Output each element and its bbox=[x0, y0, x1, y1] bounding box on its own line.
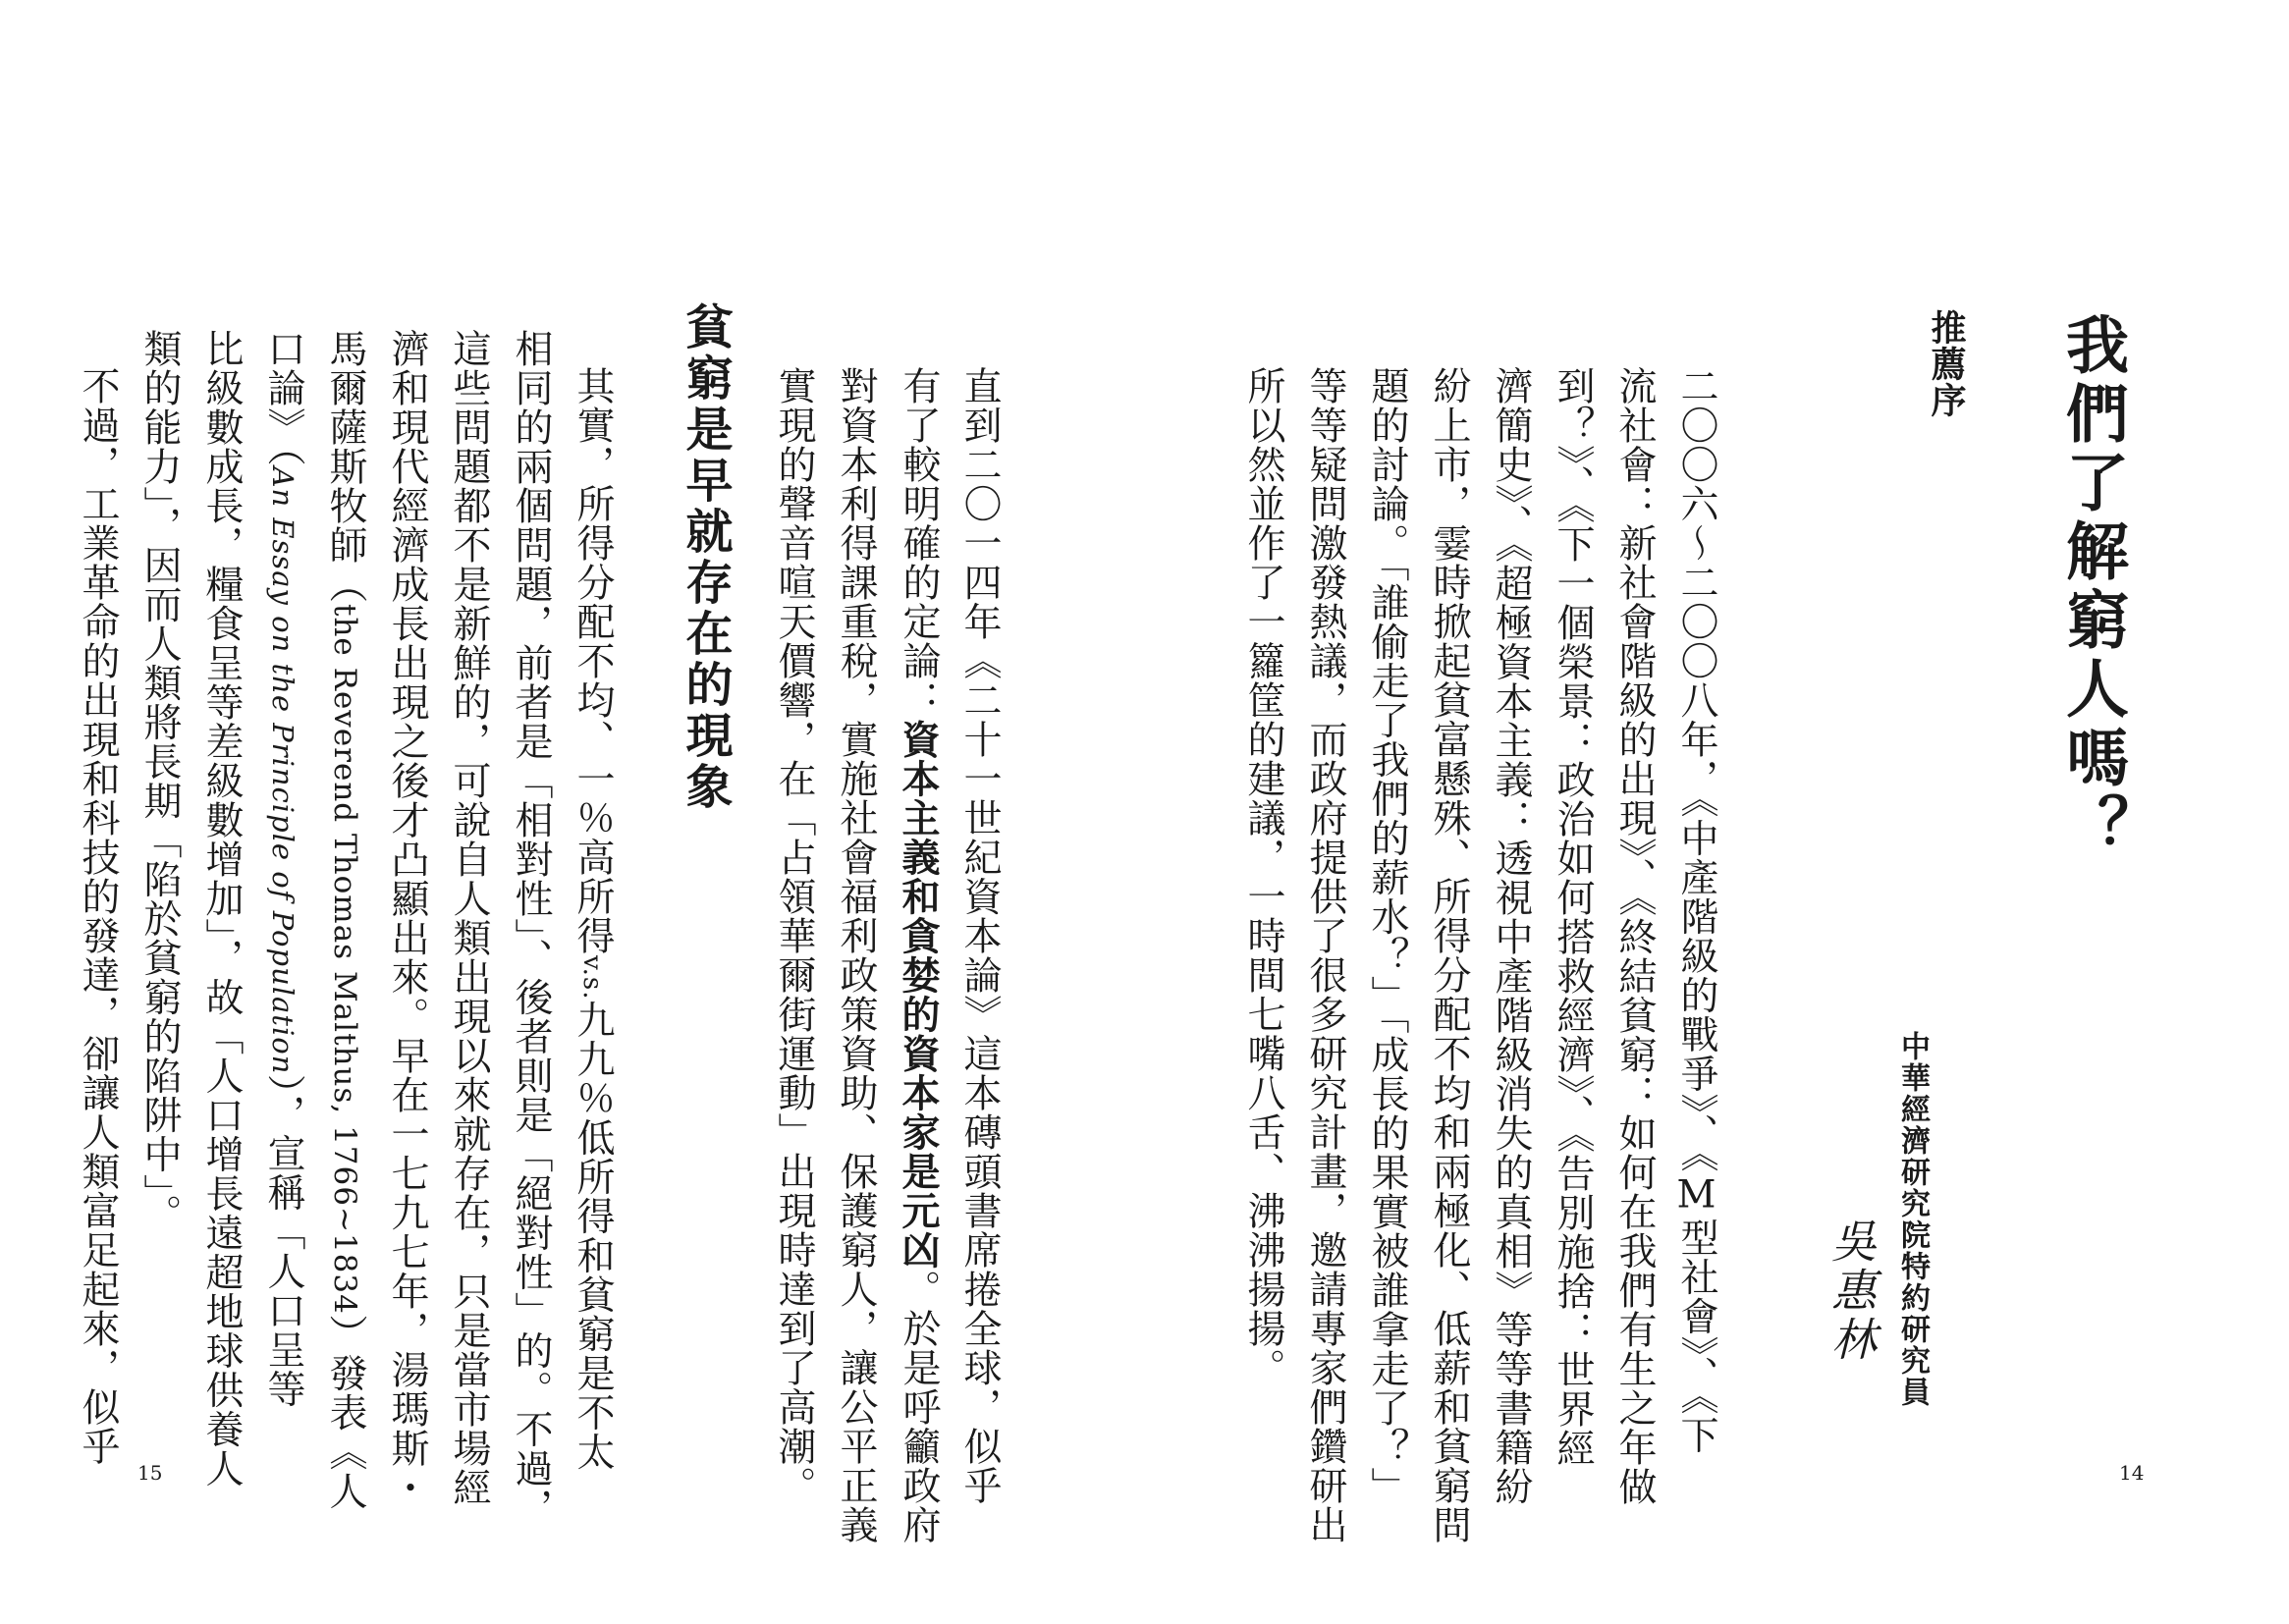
p4-line-1: 不過，工業革命的出現和科技的發達，卻讓人類富足起來，似乎 bbox=[76, 366, 120, 1466]
p3-line-7: 比級數成長，糧食呈等差級數增加」，故「人口增長遠超地球供養人 bbox=[199, 329, 244, 1489]
p1-line-7: 等等疑問激發熱議，而政府提供了很多研究計畫，邀請專家們鑽研出 bbox=[1303, 366, 1347, 1544]
chapter-title: 我們了解窮人嗎？ bbox=[2055, 312, 2129, 862]
p3-line-5-a: 馬爾薩斯牧師（ bbox=[323, 329, 367, 604]
p2-line-1: 直到二〇一四年《二十一世紀資本論》這本磚頭書席捲全球，似乎 bbox=[957, 366, 1002, 1505]
p3-line-2: 相同的兩個問題，前者是「相對性」、後者則是「絕對性」的。不過， bbox=[509, 329, 553, 1528]
page-number-right: 14 bbox=[2119, 1461, 2145, 1485]
author-affiliation: 中華經濟研究院特約研究員 bbox=[1895, 1031, 1930, 1408]
p2-line-3: 對資本利得課重稅，實施社會福利政策資助、保護窮人，讓公平正義 bbox=[834, 366, 878, 1544]
preface-label: 推薦序 bbox=[1926, 309, 1967, 418]
p1-line-2: 流社會：新社會階級的出現》、《終結貧窮：如何在我們有生之年做 bbox=[1612, 366, 1657, 1506]
p2-line-4: 實現的聲音喧天價響，在「占領華爾街運動」出現時達到了高潮。 bbox=[772, 366, 816, 1505]
p3-line-5-b: ）發表《人 bbox=[323, 1314, 367, 1511]
p2-line-2-bold: 資本主義和貪婪的資本家是元凶 bbox=[896, 720, 941, 1270]
p1-line-4: 濟簡史》、《超極資本主義：透視中產階級消失的真相》等等書籍紛 bbox=[1489, 366, 1533, 1506]
p2-line-2 bbox=[896, 366, 941, 1544]
p3-line-6-b: ），宣稱「人口呈等 bbox=[261, 1074, 305, 1409]
p3-line-8: 類的能力」，因而人類將長期「陷於貧窮的陷阱中」。 bbox=[137, 329, 182, 1233]
p3-line-5 bbox=[323, 329, 367, 1511]
p3-line-4: 濟和現代經濟成長出現之後才凸顯出來。早在一七九七年，湯瑪斯・ bbox=[385, 329, 429, 1507]
p2-line-2-start: 有了較明確的定論： bbox=[897, 366, 941, 720]
p3-line-3: 這些問題都不是新鮮的，可說自人類出現以來就存在，只是當市場經 bbox=[447, 329, 491, 1507]
p3-line-1-vs: v.s. bbox=[577, 955, 607, 1001]
p1-line-3: 到？》、《下一個榮景：政治如何搭救經濟》、《告別施捨：世界經 bbox=[1551, 366, 1595, 1468]
p1-line-6: 題的討論。「誰偷走了我們的薪水？」「成長的果實被誰拿走了？」 bbox=[1365, 366, 1409, 1506]
p3-line-1-a: 其實，所得分配不均、一％高所得 bbox=[571, 366, 615, 955]
section-heading: 貧窮是早就存在的現象 bbox=[678, 302, 733, 813]
p3-line-5-latin: the Reverend Thomas Malthus, 1766~1834 bbox=[327, 604, 362, 1315]
p1-line-8: 所以然並作了一籮筐的建議，一時間七嘴八舌、沸沸揚揚。 bbox=[1241, 366, 1285, 1387]
p1-line-5: 紛上市，霎時掀起貧富懸殊、所得分配不均和兩極化、低薪和貧窮問 bbox=[1427, 366, 1471, 1544]
p3-line-6-a: 口論》（ bbox=[261, 329, 305, 467]
p1-line-1: 二〇〇六～二〇〇八年，《中產階級的戰爭》、《M型社會》、《下 bbox=[1674, 366, 1718, 1455]
p3-line-6 bbox=[261, 329, 305, 1409]
page-number-left: 15 bbox=[137, 1461, 163, 1485]
p3-line-1-b: 九九％低所得和貧窮是不太 bbox=[571, 1000, 615, 1472]
p3-line-1 bbox=[571, 366, 615, 1472]
p3-line-6-italic: An Essay on the Principle of Population bbox=[266, 466, 300, 1075]
author-signature: 吳惠林 bbox=[1825, 1218, 1878, 1365]
p2-line-2-end: 。於是呼籲政府 bbox=[897, 1270, 941, 1544]
